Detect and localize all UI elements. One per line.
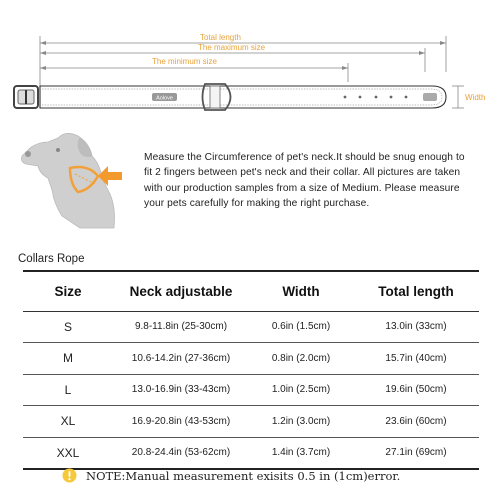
table-row — [23, 374, 479, 406]
neck-cell: 9.8-11.8in (25-30cm) — [113, 311, 249, 343]
header-total-length: Total length — [353, 271, 479, 311]
width-cell: 1.0in (2.5cm) — [249, 374, 353, 406]
header-size: Size — [23, 271, 113, 311]
brand-plate-text: Aolove — [156, 95, 173, 102]
width-cell: 0.8in (2.0cm) — [249, 343, 353, 375]
warning-icon — [62, 468, 77, 483]
table-row — [23, 311, 479, 343]
table-title: Collars Rope — [18, 253, 85, 265]
neck-cell: 10.6-14.2in (27-36cm) — [113, 343, 249, 375]
width-label: Width — [465, 93, 486, 102]
size-cell: S — [23, 311, 113, 343]
header-neck-adjustable: Neck adjustable — [113, 271, 249, 311]
size-cell: L — [23, 374, 113, 406]
measure-instructions: Measure the Circumference of pet's neck.It should be snug enough to fit 2 fingers between pet's neck and their collar. All pictures are taken with our production samples from a size of Medium. Please measure your pets carefully for making the right purchase. — [144, 152, 465, 209]
length-cell: 27.1in (69cm) — [353, 437, 479, 469]
max-size-label: The maximum size — [198, 43, 266, 52]
table-row — [23, 406, 479, 438]
width-cell: 1.2in (3.0cm) — [249, 406, 353, 438]
size-cell: M — [23, 343, 113, 375]
min-size-label: The minimum size — [152, 57, 217, 66]
collar-icon — [14, 84, 446, 110]
size-table — [23, 270, 479, 470]
table-row — [23, 437, 479, 469]
width-cell: 0.6in (1.5cm) — [249, 311, 353, 343]
table-row — [23, 343, 479, 375]
length-cell: 13.0in (33cm) — [353, 311, 479, 343]
note — [62, 468, 400, 483]
size-cell: XL — [23, 406, 113, 438]
length-cell: 15.7in (40cm) — [353, 343, 479, 375]
collar-diagram — [0, 0, 500, 130]
length-cell: 23.6in (60cm) — [353, 406, 479, 438]
length-cell: 19.6in (50cm) — [353, 374, 479, 406]
neck-cell: 13.0-16.9in (33-43cm) — [113, 374, 249, 406]
neck-cell: 20.8-24.4in (53-62cm) — [113, 437, 249, 469]
note-text: NOTE:Manual measurement exisits 0.5 in (1cm)error. — [86, 468, 401, 483]
neck-cell: 16.9-20.8in (43-53cm) — [113, 406, 249, 438]
table-header-row — [23, 271, 479, 311]
size-cell: XXL — [23, 437, 113, 469]
width-cell: 1.4in (3.7cm) — [249, 437, 353, 469]
total-length-label: Total length — [200, 33, 241, 42]
dog-neck-icon — [18, 128, 130, 232]
header-width: Width — [249, 271, 353, 311]
